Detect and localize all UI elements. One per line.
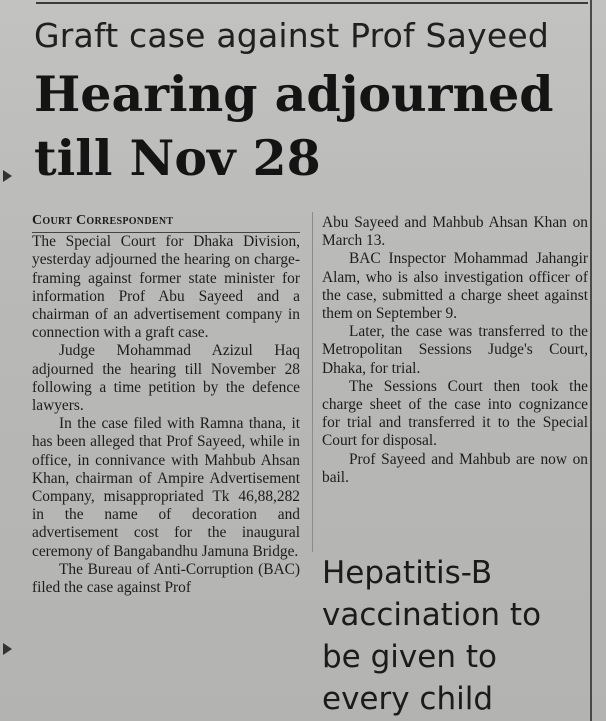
column-edge-rule	[590, 0, 592, 721]
article-paragraph: The Sessions Court then took the charge sheet of the case into cognizance for trial and transferred it to the Special Court for disposal.	[322, 377, 588, 450]
margin-arrow-icon	[3, 170, 12, 182]
column-divider	[312, 212, 313, 552]
article-paragraph: BAC Inspector Mohammad Jahangir Alam, who is also investigation officer of the case, submitted a charge sheet against them on September 9.	[322, 250, 588, 323]
article-kicker: Graft case against Prof Sayeed	[34, 16, 549, 55]
margin-arrow-icon	[3, 643, 12, 655]
article-paragraph: The Bureau of Anti-Corruption (BAC) filed the case against Prof	[32, 560, 300, 597]
article-column-left	[32, 212, 300, 597]
article-byline: Court Correspondent	[32, 212, 300, 233]
article-paragraph: Abu Sayeed and Mahbub Ahsan Khan on March 13.	[322, 214, 588, 250]
article-paragraph: Prof Sayeed and Mahbub are now on bail.	[322, 450, 588, 486]
article-paragraph: The Special Court for Dhaka Division, yesterday adjourned the hearing on charge-framing against former state minister for information Prof Abu Sayeed and a chairman of an advertisement company in connection with a graft case.	[32, 233, 300, 342]
article-column-right	[322, 214, 588, 487]
article-paragraph: Judge Mohammad Azizul Haq adjourned the hearing till November 28 following a time petition by the defence lawyers.	[32, 342, 300, 415]
article-headline: Hearing adjourned till Nov 28	[34, 65, 554, 187]
top-rule	[36, 2, 588, 4]
next-article-headline: Hepatitis-B vaccination to be given to every child	[322, 555, 542, 717]
article-paragraph: Later, the case was transferred to the Metropolitan Sessions Judge's Court, Dhaka, for trial.	[322, 323, 588, 377]
article-paragraph: In the case filed with Ramna thana, it has been alleged that Prof Sayeed, while in office, in connivance with Mahbub Ahsan Khan, chairman of Ampire Advertisement Company, misappropriated Tk 46,88,282 in the name of decoration and advertisement cost for the inaugural ceremony of Bangabandhu Jamuna Bridge.	[32, 415, 300, 560]
